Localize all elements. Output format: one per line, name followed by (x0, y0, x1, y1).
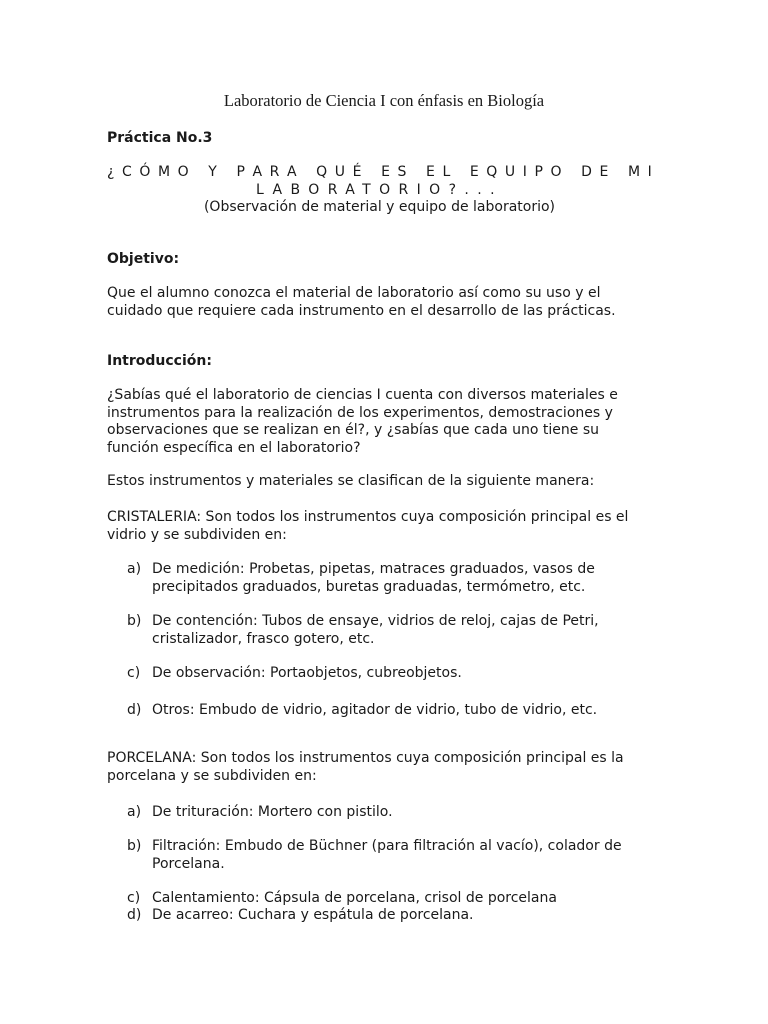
question-letter: P (534, 164, 543, 180)
list-marker: c) (127, 890, 141, 906)
question-letter: Ó (139, 164, 151, 180)
list-item-text: Otros: Embudo de vidrio, agitador de vidrio, tubo de vidrio, etc. (152, 702, 598, 718)
practice-question (107, 164, 652, 216)
list-item-text: Calentamiento: Cápsula de porcelana, crisol de porcelana (152, 890, 557, 906)
question-letter: I (647, 164, 652, 180)
list-item-text: De contención: Tubos de ensaye, vidrios de reloj, cajas de Petri, cristalizador, frasco gotero, etc. (152, 613, 599, 647)
question-letter (304, 164, 308, 181)
question-letter: L (442, 164, 451, 180)
porcelana-paragraph: PORCELANA: Son todos los instrumentos cuya composición principal es la porcelana y se subdividen en: (107, 750, 624, 784)
intro-paragraph-2: Estos instrumentos y materiales se clasifican de la siguiente manera: (107, 473, 595, 489)
question-letter: O (550, 164, 562, 180)
question-letter: A (252, 164, 263, 180)
list-marker: a) (127, 804, 142, 820)
question-letter: S (397, 164, 407, 180)
question-line-2: LABORATORIO?... (256, 182, 503, 198)
list-item (127, 889, 647, 907)
list-marker: b) (127, 838, 142, 854)
question-letter: E (599, 164, 609, 180)
question-letter (569, 164, 573, 181)
question-letter: C (122, 164, 132, 180)
question-letter: Y (208, 164, 217, 180)
question-letter: É (352, 164, 362, 180)
list-marker: b) (127, 613, 142, 629)
objetivo-paragraph: Que el alumno conozca el material de laboratorio así como su uso y el cuidado que requiere cada instrumento en el desarrollo de las prácticas. (107, 285, 616, 319)
question-letter: U (334, 164, 346, 180)
list-marker: a) (127, 561, 142, 577)
document-title: Laboratorio de Ciencia I con énfasis en Biología (223, 91, 545, 110)
question-letter (196, 164, 200, 181)
list-item (127, 803, 647, 821)
list-marker: d) (127, 702, 142, 718)
list-item-text: Filtración: Embudo de Büchner (para filtración al vacío), colador de Porcelana. (152, 838, 622, 872)
question-letter: D (581, 164, 592, 180)
introduccion-heading: Introducción: (107, 353, 212, 369)
list-item-text: De acarreo: Cuchara y espátula de porcelana. (152, 907, 474, 923)
list-marker: d) (127, 907, 142, 923)
question-letter: O (177, 164, 189, 180)
question-letter (458, 164, 462, 181)
question-letter: Q (486, 164, 498, 180)
question-letter (414, 164, 418, 181)
list-item (127, 664, 647, 682)
cristaleria-paragraph: CRISTALERIA: Son todos los instrumentos cuya composición principal es el vidrio y se subdividen en: (107, 509, 629, 543)
question-letter: M (157, 164, 171, 180)
list-item (127, 612, 647, 648)
intro-paragraph-1: ¿Sabías qué el laboratorio de ciencias I cuenta con diversos materiales e instrumentos para la realización de los experimentos, demostraciones y observaciones que se realizan en él?, y ¿sabías que cada uno tiene su función específica en el laboratorio? (107, 387, 618, 456)
question-letter: U (504, 164, 516, 180)
list-item (127, 837, 647, 873)
question-letter: P (236, 164, 245, 180)
list-item-text: De observación: Portaobjetos, cubreobjetos. (152, 665, 462, 681)
question-letter: A (286, 164, 297, 180)
question-letter: Q (316, 164, 328, 180)
question-letter: E (426, 164, 435, 180)
question-subtitle: (Observación de material y equipo de laboratorio) (203, 199, 556, 215)
question-letter: M (627, 164, 641, 180)
practice-number: Práctica No.3 (107, 130, 213, 146)
list-item (127, 701, 647, 719)
question-letter: R (269, 164, 280, 180)
objetivo-heading: Objetivo: (107, 251, 180, 267)
list-item-text: De trituración: Mortero con pistilo. (152, 804, 393, 820)
question-letter: E (469, 164, 479, 180)
question-letter: ¿ (107, 164, 115, 180)
question-letter (369, 164, 373, 181)
question-letter (616, 164, 620, 181)
list-item (127, 560, 647, 596)
list-marker: c) (127, 665, 141, 681)
list-item-text: De medición: Probetas, pipetas, matraces graduados, vasos de precipitados graduados, buretas graduadas, termómetro, etc. (152, 561, 595, 595)
question-line-1 (107, 164, 652, 181)
question-letter: I (522, 164, 527, 180)
question-letter (224, 164, 228, 181)
question-letter: E (381, 164, 390, 180)
list-item (127, 906, 647, 924)
